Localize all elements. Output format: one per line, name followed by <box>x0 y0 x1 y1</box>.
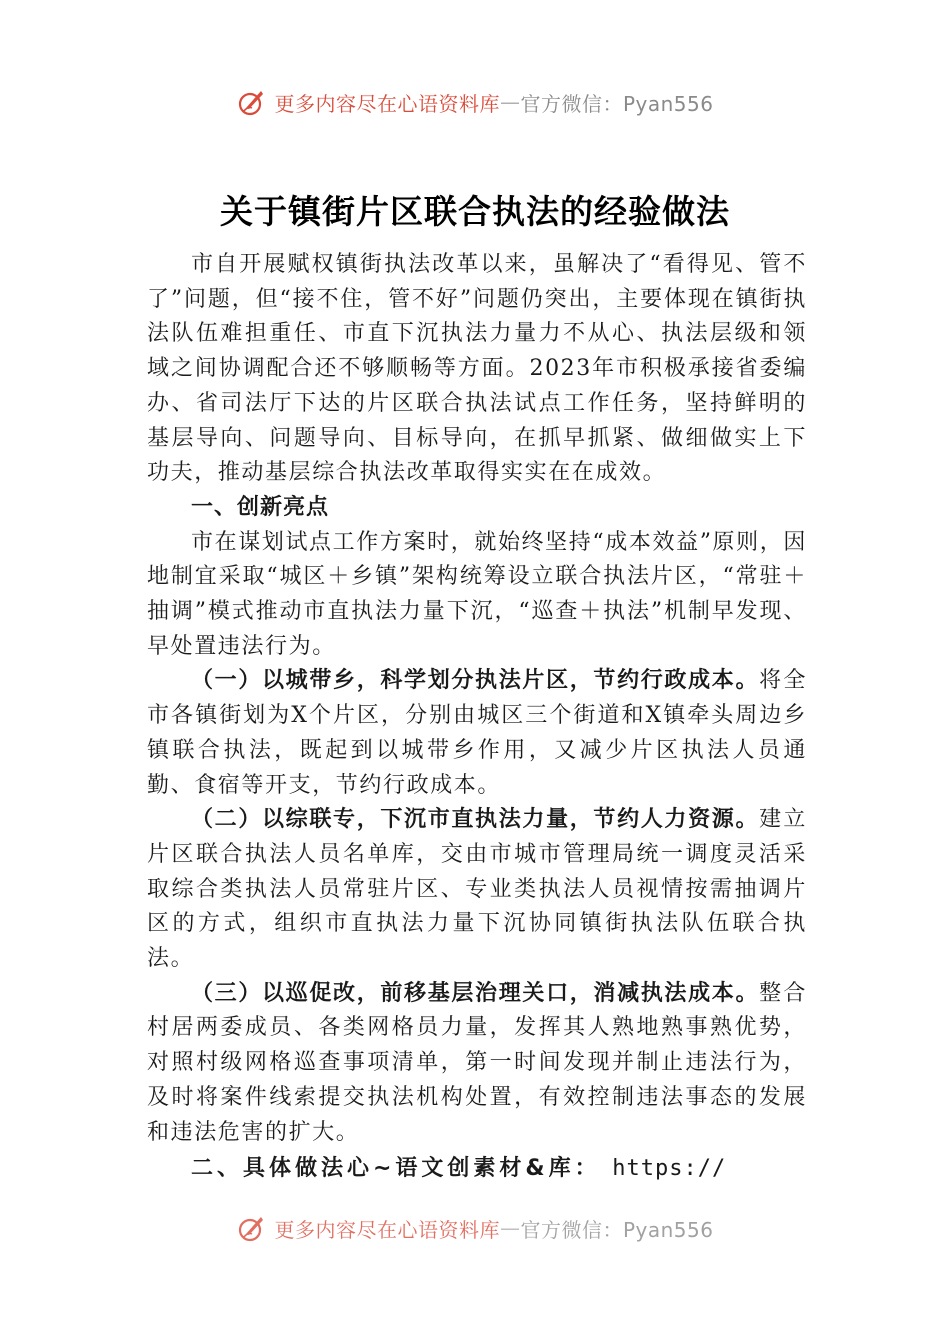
footer-wechat-text: 官方微信：Pyan556 <box>520 1217 714 1242</box>
section2-heading <box>147 1152 807 1187</box>
banner-dash: — <box>499 90 521 114</box>
item1-text: 将全市各镇街划为X个片区，分别由城区三个街道和X镇牵头周边乡镇联合执法，既起到以城带乡作用，又减少片区执法人员通勤、食宿等开支，节约行政成本。 <box>147 668 807 798</box>
item2-paragraph <box>147 803 807 977</box>
item1-heading: （一）以城带乡，科学划分执法片区，节约行政成本。 <box>191 668 760 694</box>
quill-logo-icon <box>236 1212 268 1244</box>
item3-text: 整合村居两委成员、各类网格员力量，发挥其人熟地熟事熟优势，对照村级网格巡查事项清单，第一时间发现并制止违法行为，及时将案件线索提交执法机构处置，有效控制违法事态的发展和违法危害的扩大。 <box>147 980 807 1145</box>
section2-url[interactable]: https:// <box>612 1156 727 1182</box>
footer-library-text: 更多内容尽在心语资料库 <box>274 1217 500 1242</box>
item2-heading: （二）以综联专，下沉市直执法力量，节约人力资源。 <box>191 807 760 833</box>
document-title: 关于镇街片区联合执法的经验做法 <box>220 192 730 231</box>
section1-heading: 一、创新亮点 <box>191 494 330 520</box>
footer-dash: — <box>499 1216 521 1240</box>
item3-paragraph <box>147 977 807 1151</box>
footer-banner <box>0 1210 950 1246</box>
section1-paragraph: 市在谋划试点工作方案时，就始终坚持“成本效益”原则，因地制宜采取“城区＋乡镇”架构统筹设立联合执法片区，“常驻＋抽调”模式推动市直执法力量下沉，“巡查＋执法”机制早发现、早处置违法行为。 <box>147 529 807 659</box>
item1-paragraph <box>147 664 807 803</box>
quill-logo-icon <box>236 86 268 118</box>
item3-heading: （三）以巡促改，前移基层治理关口，消减执法成本。 <box>191 980 760 1006</box>
item2-text: 建立片区联合执法人员名单库，交由市城市管理局统一调度灵活采取综合类执法人员常驻片区、专业类执法人员视情按需抽调片区的方式，组织市直执法力量下沉协同镇街执法队伍联合执法。 <box>147 807 807 972</box>
section2-heading-text: 二、具体做法心~语文创素材&库： <box>191 1156 601 1182</box>
header-banner <box>0 84 950 120</box>
banner-wechat-text: 官方微信：Pyan556 <box>520 91 714 116</box>
intro-paragraph: 市自开展赋权镇街执法改革以来，虽解决了“看得见、管不了”问题，但“接不住，管不好”问题仍突出，主要体现在镇街执法队伍难担重任、市直下沉执法力量力不从心、执法层级和领域之间协调配合还不够顺畅等方面。2023年市积极承接省委编办、省司法厅下达的片区联合执法试点工作任务，坚持鲜明的基层导向、问题导向、目标导向，在抓早抓紧、做细做实上下功夫，推动基层综合执法改革取得实实在在成效。 <box>147 252 807 486</box>
document-body <box>147 248 807 1187</box>
banner-library-text: 更多内容尽在心语资料库 <box>274 91 500 116</box>
